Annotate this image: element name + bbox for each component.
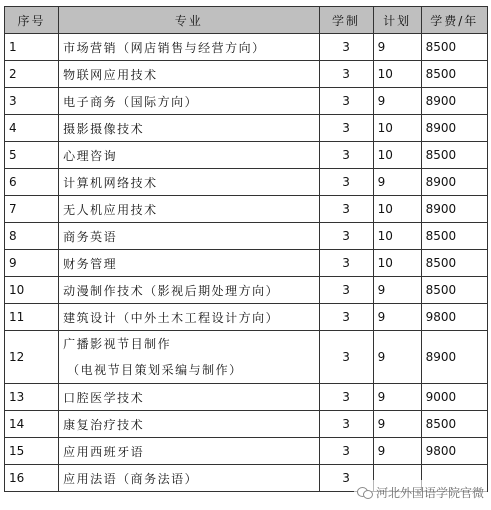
cell-fee: 8500 (421, 223, 487, 250)
cell-fee: 8500 (421, 250, 487, 277)
cell-plan: 9 (373, 277, 421, 304)
cell-no: 9 (5, 250, 59, 277)
cell-major: 摄影摄像技术 (59, 115, 319, 142)
cell-plan: 9 (373, 169, 421, 196)
cell-plan: 10 (373, 142, 421, 169)
cell-no: 1 (5, 34, 59, 61)
cell-plan: 10 (373, 61, 421, 88)
cell-fee: 9000 (421, 384, 487, 411)
table-row (5, 88, 488, 115)
cell-plan: 9 (373, 331, 421, 384)
cell-major: 口腔医学技术 (59, 384, 319, 411)
table-row (5, 438, 488, 465)
cell-no: 12 (5, 331, 59, 384)
cell-years: 3 (319, 277, 373, 304)
cell-fee: 8900 (421, 88, 487, 115)
major-line-main: 广播影视节目制作 (63, 337, 172, 351)
cell-years: 3 (319, 411, 373, 438)
cell-major: 建筑设计（中外土木工程设计方向） (59, 304, 319, 331)
cell-fee: 8500 (421, 411, 487, 438)
cell-plan: 9 (373, 34, 421, 61)
cell-no: 8 (5, 223, 59, 250)
cell-fee: 8900 (421, 331, 487, 384)
wechat-icon (357, 485, 373, 499)
cell-years: 3 (319, 196, 373, 223)
cell-fee: 8900 (421, 169, 487, 196)
watermark-text: 河北外国语学院官微 (375, 485, 484, 500)
table-header-row (5, 7, 488, 34)
cell-plan: 9 (373, 88, 421, 115)
cell-major: 电子商务（国际方向） (59, 88, 319, 115)
cell-years: 3 (319, 169, 373, 196)
table-row (5, 331, 488, 384)
table-row (5, 169, 488, 196)
cell-no: 5 (5, 142, 59, 169)
cell-no: 10 (5, 277, 59, 304)
table-row (5, 277, 488, 304)
cell-years: 3 (319, 88, 373, 115)
cell-no: 11 (5, 304, 59, 331)
cell-major (59, 331, 319, 384)
cell-plan: 9 (373, 304, 421, 331)
majors-table (4, 6, 488, 492)
table-row (5, 384, 488, 411)
cell-years: 3 (319, 142, 373, 169)
cell-major: 应用西班牙语 (59, 438, 319, 465)
cell-no: 15 (5, 438, 59, 465)
cell-years: 3 (319, 304, 373, 331)
cell-major: 心理咨询 (59, 142, 319, 169)
cell-no: 3 (5, 88, 59, 115)
cell-years: 3 (319, 438, 373, 465)
table-row (5, 304, 488, 331)
header-major: 专业 (59, 7, 319, 34)
cell-years: 3 (319, 223, 373, 250)
cell-major: 财务管理 (59, 250, 319, 277)
cell-years: 3 (319, 384, 373, 411)
cell-fee: 8900 (421, 115, 487, 142)
cell-major: 物联网应用技术 (59, 61, 319, 88)
table-row (5, 196, 488, 223)
cell-no: 13 (5, 384, 59, 411)
cell-major: 计算机网络技术 (59, 169, 319, 196)
header-plan: 计划 (373, 7, 421, 34)
cell-years: 3 (319, 115, 373, 142)
cell-fee: 9800 (421, 304, 487, 331)
table-row (5, 223, 488, 250)
cell-no: 7 (5, 196, 59, 223)
cell-plan: 9 (373, 384, 421, 411)
cell-major: 应用法语（商务法语） (59, 465, 319, 492)
table-row (5, 411, 488, 438)
cell-plan: 10 (373, 196, 421, 223)
cell-plan: 10 (373, 250, 421, 277)
cell-fee: 9800 (421, 438, 487, 465)
cell-major: 康复治疗技术 (59, 411, 319, 438)
table-row (5, 61, 488, 88)
cell-major: 动漫制作技术（影视后期处理方向） (59, 277, 319, 304)
cell-plan: 10 (373, 223, 421, 250)
table-row (5, 142, 488, 169)
cell-years: 3 (319, 250, 373, 277)
table-row (5, 34, 488, 61)
cell-major: 商务英语 (59, 223, 319, 250)
cell-years: 3 (319, 331, 373, 384)
cell-fee: 8500 (421, 142, 487, 169)
cell-years: 3 (319, 34, 373, 61)
cell-no: 4 (5, 115, 59, 142)
cell-plan: 9 (373, 411, 421, 438)
cell-major: 无人机应用技术 (59, 196, 319, 223)
cell-fee: 8900 (421, 196, 487, 223)
cell-fee: 8500 (421, 277, 487, 304)
cell-major: 市场营销（网店销售与经营方向） (59, 34, 319, 61)
cell-plan: 9 (373, 438, 421, 465)
cell-years: 3 (319, 465, 373, 492)
watermark (354, 480, 487, 504)
cell-years: 3 (319, 61, 373, 88)
table-row (5, 115, 488, 142)
cell-no: 6 (5, 169, 59, 196)
major-line-sub: （电视节目策划采编与制作） (67, 363, 243, 377)
cell-no: 2 (5, 61, 59, 88)
header-years: 学制 (319, 7, 373, 34)
cell-no: 14 (5, 411, 59, 438)
cell-fee: 8500 (421, 61, 487, 88)
cell-fee: 8500 (421, 34, 487, 61)
cell-no: 16 (5, 465, 59, 492)
cell-plan: 10 (373, 115, 421, 142)
header-no: 序号 (5, 7, 59, 34)
header-fee: 学费/年 (421, 7, 487, 34)
table-row (5, 250, 488, 277)
